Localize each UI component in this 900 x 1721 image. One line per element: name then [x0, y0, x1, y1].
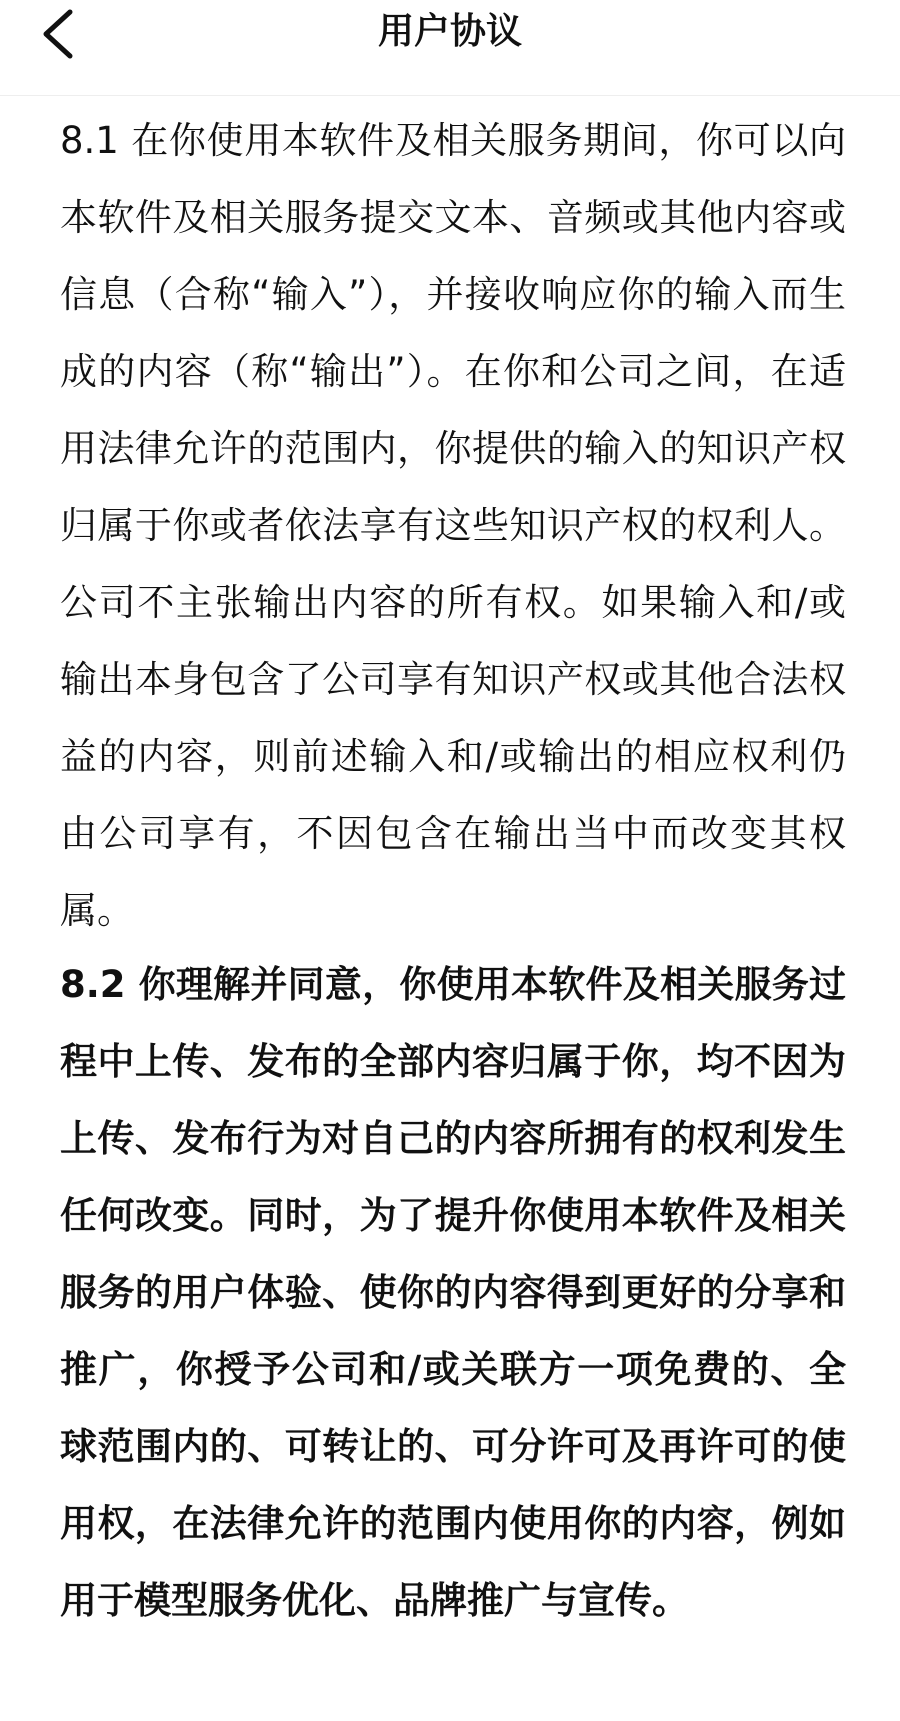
paragraph-8-1: 8.1 在你使用本软件及相关服务期间，你可以向本软件及相关服务提交文本、音频或其他内容或信息（合称“输入”），并接收响应你的输入而生成的内容（称“输出”）。在你和公司之间，在适用法律允许的范围内，你提供的输入的知识产权归属于你或者依法享有这些知识产权的权利人。公司不主张输出内容的所有权。如果输入和/或输出本身包含了公司享有知识产权或其他合法权益的内容，则前述输入和/或输出的相应权利仍由公司享有，不因包含在输出当中而改变其权属。	[60, 119, 846, 932]
top-bar	[0, 0, 900, 96]
paragraph-8-2: 8.2 你理解并同意，你使用本软件及相关服务过程中上传、发布的全部内容归属于你，均不因为上传、发布行为对自己的内容所拥有的权利发生任何改变。同时，为了提升你使用本软件及相关服务的用户体验、使你的内容得到更好的分享和推广，你授予公司和/或关联方一项免费的、全球范围内的、可转让的、可分许可及再许可的使用权，在法律允许的范围内使用你的内容，例如用于模型服务优化、品牌推广与宣传。	[60, 963, 846, 1622]
page-title: 用户协议	[377, 11, 522, 52]
agreement-content[interactable]	[0, 96, 900, 1721]
